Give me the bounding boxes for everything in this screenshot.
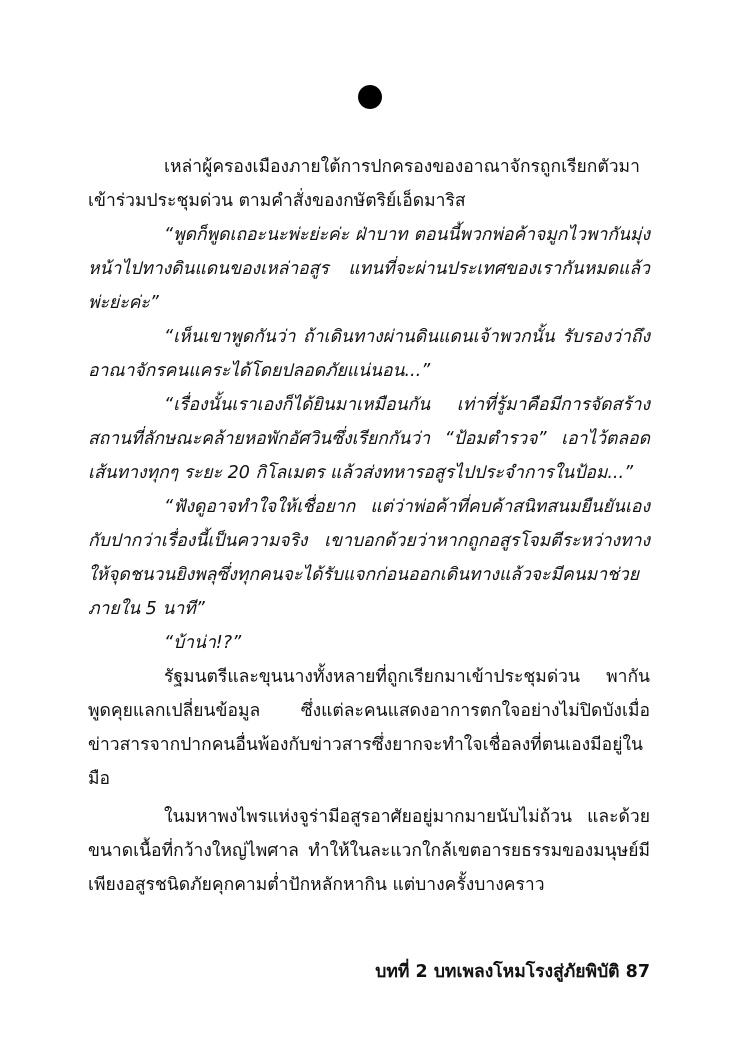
paragraph: เหล่าผู้ครองเมืองภายใต้การปกครองของอาณาจักรถูกเรียกตัวมาเข้าร่วมประชุมด่วน ตามคำสั่งของกษัตริย์เอ็ดมาริส [88,157,640,211]
dialogue-paragraph: “เรื่องนั้นเราเองก็ได้ยินมาเหมือนกัน เท่าที่รู้มาคือมีการจัดสร้างสถานที่ลักษณะคล้ายหอพักอัศวินซึ่งเรียกกันว่า “ป้อมตำรวจ” เอาไว้ตลอดเส้นทางทุกๆ ระยะ 20 กิโลเมตร แล้วส่งทหารอสูรไปประจำการในป้อม...” [88,395,650,483]
paragraph: ในมหาพงไพรแห่งจูร่ามีอสูรอาศัยอยู่มากมายนับไม่ถ้วน และด้วยขนาดเนื้อที่กว้างใหญ่ไพศาล ทำให้ในละแวกใกล้เขตอารยธรรมของมนุษย์มีเพียงอสูรชนิดภัยคุกคามต่ำปักหลักหากิน แต่บางครั้งบางคราว [88,807,650,895]
dialogue-paragraph: “บ้าน่า!?” [164,633,242,653]
dialogue-paragraph: “พูดก็พูดเถอะนะพ่ะย่ะค่ะ ฝ่าบาท ตอนนี้พวกพ่อค้าจมูกไวพากันมุ่งหน้าไปทางดินแดนของเหล่าอสูร แทนที่จะผ่านประเทศของเรากันหมดแล้วพ่ะย่ะค่ะ” [88,225,650,313]
section-bullet-icon [358,85,382,109]
page-footer: บทที่ 2 บทเพลงโหมโรงสู่ภัยพิบัติ 87 [375,962,650,982]
body-text [88,150,650,902]
dialogue-paragraph: “เห็นเขาพูดกันว่า ถ้าเดินทางผ่านดินแดนเจ้าพวกนั้น รับรองว่าถึงอาณาจักรคนแคระได้โดยปลอดภัยแน่นอน...” [88,327,650,381]
dialogue-paragraph: “ฟังดูอาจทำใจให้เชื่อยาก แต่ว่าพ่อค้าที่คบค้าสนิทสนมยืนยันเองกับปากว่าเรื่องนี้เป็นความจริง เขาบอกด้วยว่าหากถูกอสูรโจมตีระหว่างทาง ให้จุดชนวนยิงพลุซึ่งทุกคนจะได้รับแจกก่อนออกเดินทางแล้วจะมีคนมาช่วยภายใน 5 นาที” [88,497,650,619]
paragraph: รัฐมนตรีและขุนนางทั้งหลายที่ถูกเรียกมาเข้าประชุมด่วน พากันพูดคุยแลกเปลี่ยนข้อมูล ซึ่งแต่ละคนแสดงอาการตกใจอย่างไม่ปิดบังเมื่อข่าวสารจากปากคนอื่นพ้องกับข่าวสารซึ่งยากจะทำใจเชื่อลงที่ตนเองมีอยู่ในมือ [88,667,650,789]
